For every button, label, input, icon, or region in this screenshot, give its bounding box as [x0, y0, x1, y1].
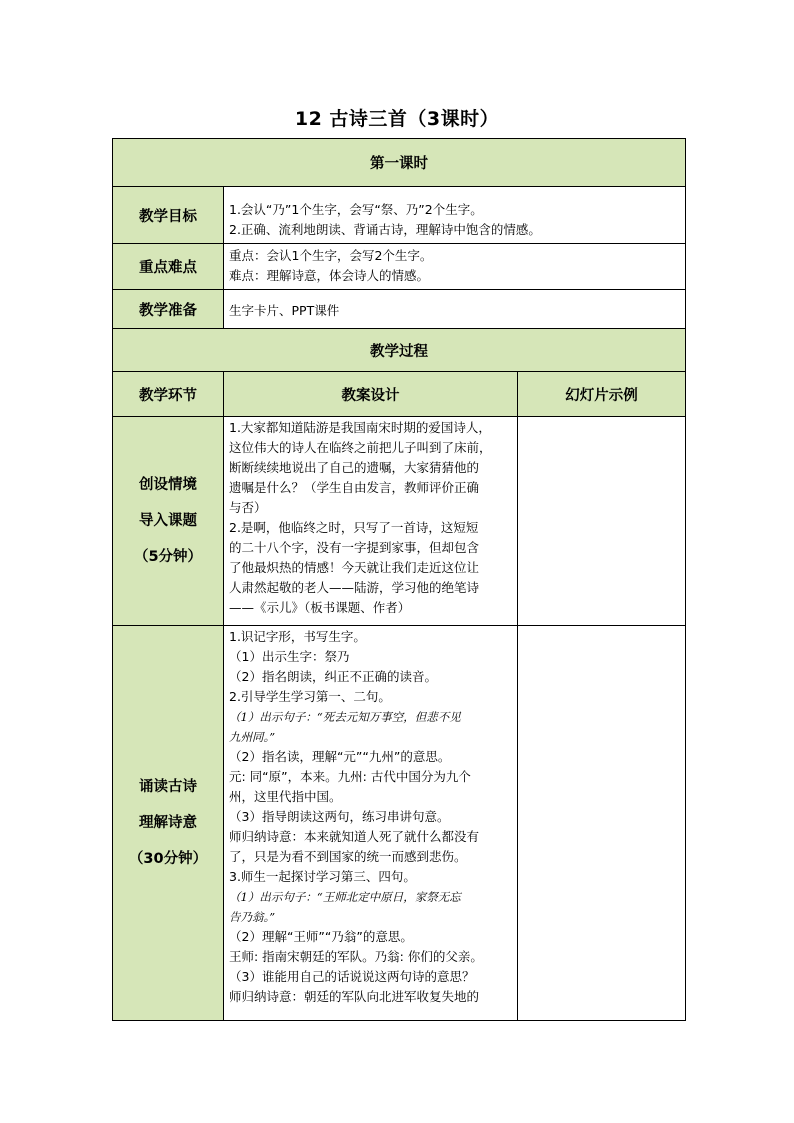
poem-line: 九州同。”: [229, 730, 276, 744]
stage1-design: [224, 417, 518, 626]
design-line: 了他最炽热的情感！今天就让我们走近这位让: [229, 560, 480, 575]
design-line: 3.师生一起探讨学习第三、四句。: [229, 869, 416, 884]
design-line: 遗嘱是什么？（学生自由发言，教师评价正确: [229, 480, 480, 495]
design-line: （3）指导朗读这两句，练习串讲句意。: [229, 809, 450, 824]
first-lesson-header: 第一课时: [113, 139, 686, 187]
poem-line: （1）出示句子：“王师北定中原日，家祭无忘: [229, 890, 461, 904]
design-line: （2）指名读，理解“元”“九州”的意思。: [229, 749, 451, 764]
design-line: 2.引导学生学习第一、二句。: [229, 689, 391, 704]
design-line: ——《示儿》（板书课题、作者）: [229, 600, 411, 615]
design-line: 人肃然起敬的老人——陆游，学习他的绝笔诗: [229, 580, 480, 595]
stage1-label: 创设情境 导入课题 （5分钟）: [113, 417, 224, 626]
col-header-stage: 教学环节: [113, 372, 224, 417]
key-line: 难点：理解诗意，体会诗人的情感。: [229, 268, 430, 283]
design-line: 王师: 指南宋朝廷的军队。乃翁: 你们的父亲。: [229, 949, 483, 964]
key-line: 重点：会认1个生字，会写2个生字。: [229, 248, 433, 263]
stage2-slides: [518, 626, 686, 1021]
design-line: 1.大家都知道陆游是我国南宋时期的爱国诗人，: [229, 420, 491, 435]
design-line: 了，只是为看不到国家的统一而感到悲伤。: [229, 849, 467, 864]
lesson-plan-table: [112, 138, 686, 1021]
design-line: 师归纳诗意：朝廷的军队向北进军收复失地的: [229, 989, 480, 1004]
poem-line: 告乃翁。”: [229, 910, 276, 924]
design-line: （1）出示生字：祭乃: [229, 649, 350, 664]
process-header: 教学过程: [113, 329, 686, 372]
stage1-slides: [518, 417, 686, 626]
goal-label: 教学目标: [113, 187, 224, 244]
design-line: 的二十八个字，没有一字提到家事，但却包含: [229, 540, 480, 555]
prep-content: [224, 290, 686, 329]
design-line: 元: 同“原”，本来。九州: 古代中国分为九个: [229, 769, 471, 784]
design-line: 州，这里代指中国。: [229, 789, 342, 804]
prep-text: 生字卡片、PPT课件: [229, 303, 340, 318]
key-content: [224, 244, 686, 290]
design-line: 与否）: [229, 500, 267, 515]
col-header-design: 教案设计: [224, 372, 518, 417]
goal-content: [224, 187, 686, 244]
goal-line: 2.正确、流利地朗读、背诵古诗，理解诗中饱含的情感。: [229, 222, 541, 237]
page-title: 12 古诗三首（3课时）: [294, 108, 500, 130]
stage2-design: [224, 626, 518, 1021]
design-line: （2）理解“王师”“乃翁”的意思。: [229, 929, 413, 944]
design-line: （3）谁能用自己的话说说这两句诗的意思？: [229, 969, 475, 984]
stage2-label: 诵读古诗 理解诗意 （30分钟）: [113, 626, 224, 1021]
goal-line: 1.会认“乃”1个生字，会写“祭、乃”2个生字。: [229, 202, 483, 217]
design-line: （2）指名朗读，纠正不正确的读音。: [229, 669, 437, 684]
design-line: 这位伟大的诗人在临终之前把儿子叫到了床前，: [229, 440, 492, 455]
design-line: 1.识记字形，书写生字。: [229, 629, 366, 644]
col-header-slides: 幻灯片示例: [518, 372, 686, 417]
key-label: 重点难点: [113, 244, 224, 290]
design-line: 断断续续地说出了自己的遗嘱，大家猜猜他的: [229, 460, 480, 475]
design-line: 师归纳诗意：本来就知道人死了就什么都没有: [229, 829, 480, 844]
design-line: 2.是啊，他临终之时，只写了一首诗，这短短: [229, 520, 479, 535]
poem-line: （1）出示句子：“死去元知万事空，但悲不见: [229, 710, 461, 724]
prep-label: 教学准备: [113, 290, 224, 329]
